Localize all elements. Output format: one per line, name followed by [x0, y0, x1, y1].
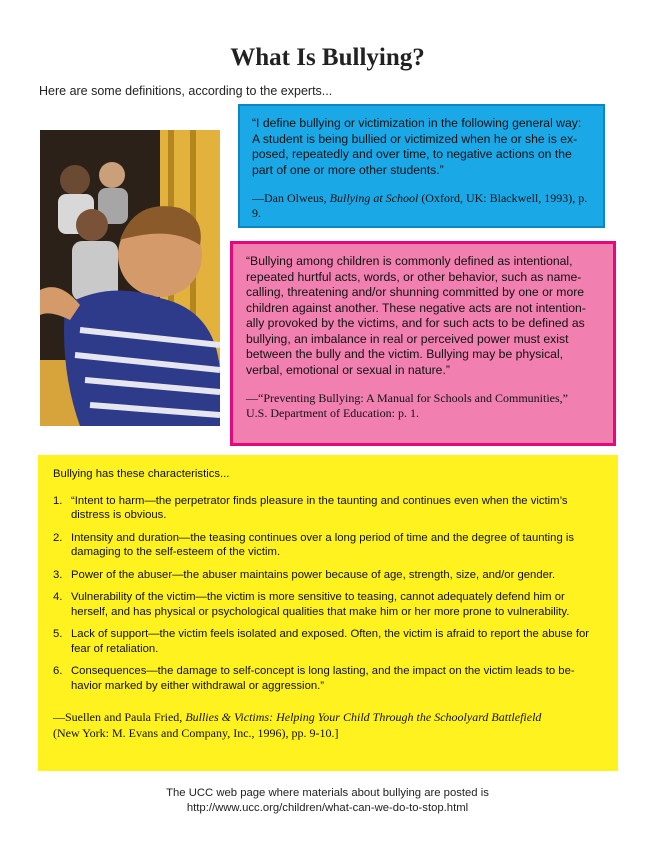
- characteristics-box: [38, 455, 618, 771]
- doe-quote-text: “Bullying among children is commonly defined as intentional, repeated hurtful acts, words, or other behavior, such as name-calling, threatening and/or shunning committed by one or more children against another. These negative acts are not intention-ally provoked by the victims, and for such acts to be defined as bullying, an imbalance in real or perceived power must exist between the bully and the victim. Bullying may be physical, verbal, emotional or sexual in nature.”: [246, 254, 586, 377]
- list-item: [53, 590, 604, 619]
- list-item-text: Power of the abuser—the abuser maintains power because of age, strength, size, and/or gender.: [71, 568, 556, 581]
- characteristics-heading: Bullying has these characteristics...: [53, 468, 230, 480]
- list-item-number: 2.: [53, 531, 63, 544]
- footer: [0, 786, 655, 816]
- doe-quote-box: [230, 241, 616, 446]
- olweus-book-title: Bullying at School: [329, 191, 419, 205]
- list-item-text: “Intent to harm—the perpetrator finds pleasure in the taunting and continues even when the victim’s distress is obvious.: [71, 494, 568, 521]
- olweus-author: —Dan Olweus,: [252, 191, 330, 205]
- olweus-quote-text: “I define bullying or victimization in the following general way: A student is being bullied or victimized when he or she is ex-posed, repeatedly and over time, to negative actions on the part of one or more other students.”: [252, 116, 582, 177]
- list-item: [53, 531, 604, 560]
- list-item-text: Vulnerability of the victim—the victim is more sensitive to teasing, cannot adequately defend him or herself, and has physical or psychological qualities that make him or her more prone to vulnerability.: [71, 591, 570, 618]
- list-item-number: 3.: [53, 568, 63, 581]
- olweus-citation: [252, 191, 591, 221]
- characteristics-list: [53, 494, 604, 694]
- fried-book-title: Bullies & Victims: Helping Your Child Through the Schoolyard Battlefield: [185, 710, 542, 724]
- children-photo: [40, 130, 220, 426]
- list-item-text: Consequences—the damage to self-concept is long lasting, and the impact on the victim leads to be-havior marked by either withdrawal or aggression.”: [71, 665, 575, 692]
- list-item-number: 6.: [53, 665, 63, 677]
- list-item-number: 1.: [53, 494, 63, 507]
- list-item: [53, 568, 604, 583]
- fried-citation: [53, 709, 604, 741]
- doe-citation-line1: —“Preventing Bullying: A Manual for Schools and Communities,”: [246, 391, 568, 405]
- page-title: What Is Bullying?: [230, 44, 425, 71]
- footer-url-link[interactable]: http://www.ucc.org/children/what-can-we-do-to-stop.html: [186, 802, 469, 814]
- list-item: [53, 494, 604, 523]
- list-item-number: 5.: [53, 628, 63, 640]
- list-item: [53, 627, 604, 656]
- doe-citation: [246, 391, 601, 421]
- olweus-quote-box: [238, 104, 605, 228]
- intro-text: Here are some definitions, according to the experts...: [39, 84, 333, 98]
- list-item-number: 4.: [53, 591, 63, 603]
- fried-publisher: (New York: M. Evans and Company, Inc., 1996), pp. 9-10.]: [53, 726, 339, 740]
- list-item-text: Lack of support—the victim feels isolated and exposed. Often, the victim is afraid to report the abuse for fear of retaliation.: [71, 628, 590, 655]
- fried-author: —Suellen and Paula Fried,: [53, 710, 186, 724]
- list-item: [53, 664, 604, 693]
- list-item-text: Intensity and duration—the teasing continues over a long period of time and the degree of taunting is damaging to the self-esteem of the victim.: [71, 531, 575, 558]
- children-illustration-icon: [40, 130, 220, 426]
- footer-text: The UCC web page where materials about bullying are posted is: [166, 787, 489, 799]
- doe-citation-line2: U.S. Department of Education: p. 1.: [246, 406, 419, 420]
- olweus-publisher: (Oxford, UK: Blackwell, 1993), p. 9.: [252, 191, 588, 220]
